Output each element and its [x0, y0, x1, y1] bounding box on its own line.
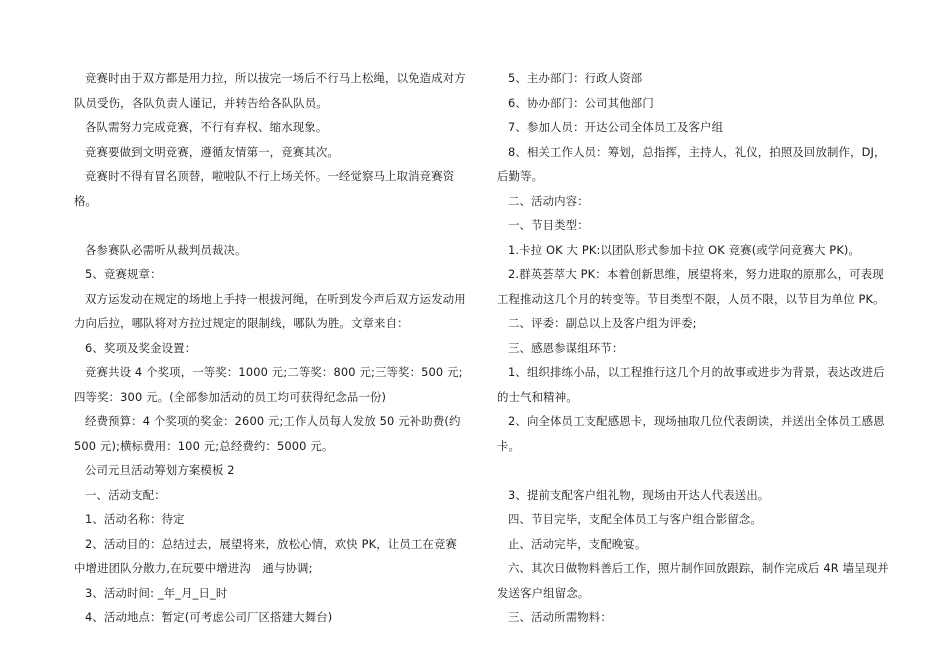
paragraph: 双方运发动在规定的场地上手持一根拔河绳，在听到发今声后双方运发动用力向后拉，哪队将对方拉过规定的限制线，哪队为胜。文章来自： — [74, 291, 466, 330]
paragraph: 3、提前支配客户组礼物，现场由开达人代表送出。 — [508, 487, 770, 502]
document-title: 公司元旦活动筹划方案模板 2 — [85, 463, 235, 477]
paragraph: 2.群英荟萃大 PK：本着创新思维，展望将来，努力进取的原那么，可表现工程推动这几个月的转变等。节目类型不限，人员不限，以节目为单位 PK。 — [497, 267, 885, 306]
paragraph: 1、活动名称：待定 — [85, 512, 185, 526]
paragraph: 竞赛时由于双方都是用力拉，所以拔完一场后不行马上松绳，以免造成对方队员受伤，各队负责人谨记，并转告给各队队员。 — [74, 71, 466, 110]
paragraph: 8、相关工作人员：筹划，总指挥，主持人，礼仪，拍照及回放制作，DJ，后勤等。 — [497, 144, 886, 183]
section-heading: 三、活动所需物料： — [508, 610, 612, 624]
paragraph: 4、活动地点：暂定(可考虑公司厂区搭建大舞台) — [85, 610, 333, 624]
right-column — [497, 66, 889, 630]
section-heading: 三、感恩参谋组环节： — [508, 340, 624, 355]
paragraph: 二、评委：副总以上及客户组为评委; — [508, 316, 697, 330]
section-heading: 一、活动支配： — [85, 487, 166, 502]
paragraph: 2、活动目的：总结过去，展望将来，放松心情，欢快 PK，让员工在竞赛中增进团队分散力,在玩要中增进沟 通与协调; — [74, 536, 458, 575]
paragraph: 竞赛共设 4 个奖项，一等奖：1000 元;二等奖：800 元;三等奖：500 元;四等奖：300 元。(全部参加活动的员工均可获得纪念品一份) — [74, 365, 463, 404]
section-heading: 6、奖项及奖金设置： — [85, 340, 197, 355]
section-heading: 二、活动内容： — [508, 193, 589, 208]
paragraph: 5、主办部门：行政人资部 — [508, 71, 643, 85]
paragraph: 四、节目完毕，支配全体员工与客户组合影留念。 — [508, 512, 762, 526]
paragraph: 各队需努力完成竞赛，不行有弃权、缩水现象。 — [85, 120, 328, 134]
paragraph: 6、协办部门：公司其他部门 — [508, 95, 654, 110]
paragraph: 2、向全体员工支配感恩卡，现场抽取几位代表朗读，并送出全体员工感恩卡。 — [497, 414, 885, 453]
paragraph: 7、参加人员：开达公司全体员工及客户组 — [508, 120, 724, 134]
left-column — [74, 66, 466, 630]
paragraph: 六、其次日做物料善后工作，照片制作回放跟踪，制作完成后 4R 墙呈现并发送客户组留念。 — [497, 561, 889, 600]
blank-line — [74, 213, 466, 238]
section-heading: 5、竞赛规章： — [85, 267, 162, 281]
paragraph: 3、活动时间: _年_月_日_时 — [85, 585, 228, 600]
paragraph: 竞赛要做到文明竞赛，遵循友情第一，竞赛其次。 — [85, 144, 339, 159]
paragraph: 各参赛队必需听从裁判员裁决。 — [85, 242, 247, 257]
paragraph: 经费预算：4 个奖项的奖金：2600 元;工作人员每人发放 50 元补助费(约 500 元);横标费用：100 元;总经费约：5000 元。 — [74, 414, 461, 453]
paragraph: 止、活动完毕，支配晚宴。 — [508, 536, 647, 551]
paragraph: 1、组织排练小品，以工程推行这几个月的故事或进步为背景，表达改进后的士气和精神。 — [497, 365, 885, 404]
paragraph: 竞赛时不得有冒名顶替，啦啦队不行上场关怀。一经觉察马上取消竞赛资格。 — [74, 169, 455, 208]
section-heading: 一、节目类型： — [508, 218, 589, 232]
paragraph: 1.卡拉 OK 大 PK:以团队形式参加卡拉 OK 竞赛(或学问竞赛大 PK)。 — [508, 242, 861, 257]
blank-line — [497, 458, 889, 483]
